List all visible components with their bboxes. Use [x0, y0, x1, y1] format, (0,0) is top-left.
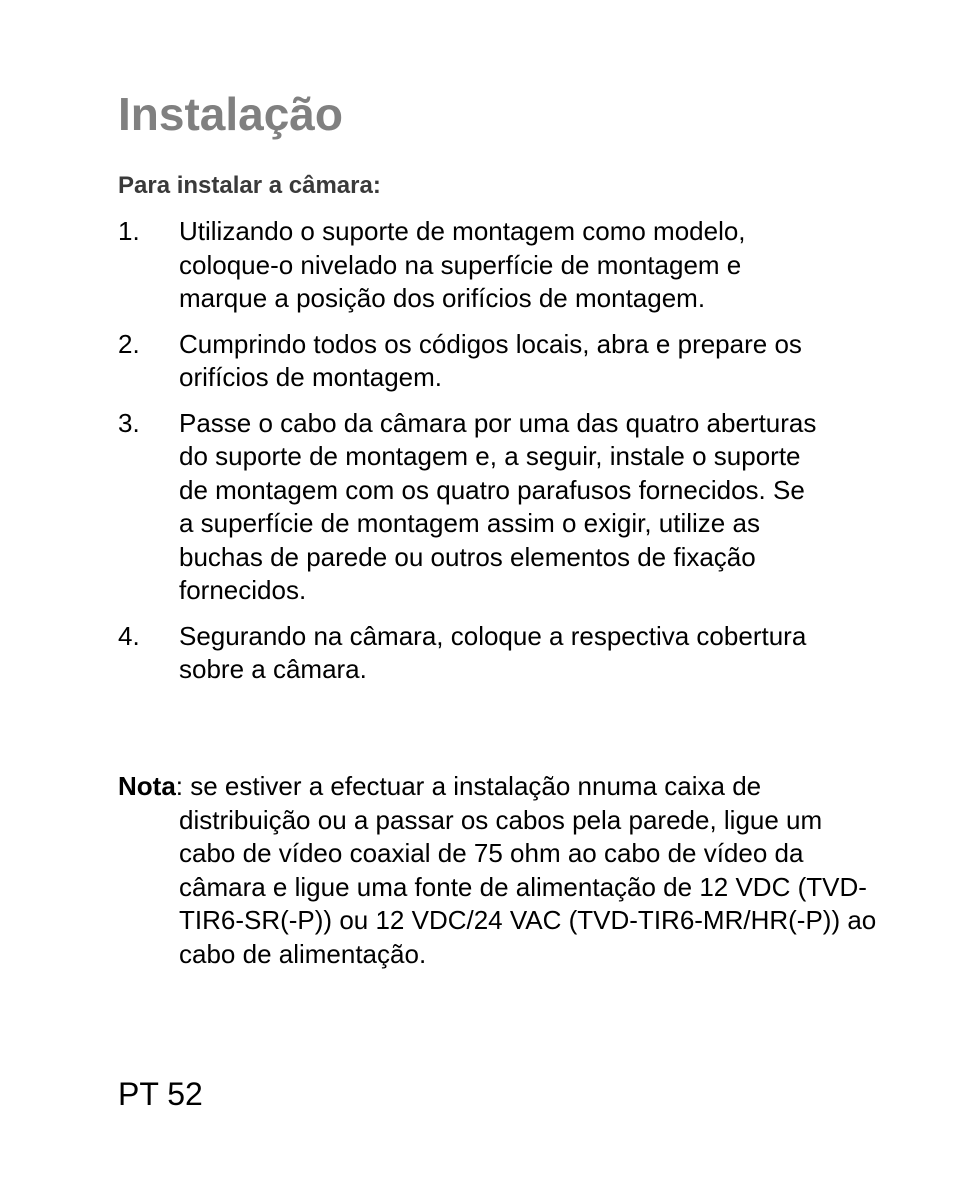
step-number: 1.: [118, 216, 140, 246]
step-number: 4.: [118, 620, 140, 651]
step-text: Passe o cabo da câmara por uma das quatro aberturas do suporte de montagem e, a seguir, instale o suporte de montagem com os quatro parafusos fornecidos. Se a superfície de montagem assim o exigir, utilize as buchas de parede ou outros elementos de fixação fornecidos.: [179, 407, 817, 605]
note-label: Nota: [118, 771, 176, 801]
step-3: [118, 407, 818, 608]
page-title: Instalação: [118, 88, 343, 140]
note-text: : se estiver a efectuar a instalação nnuma caixa de distribuição ou a passar os cabos pela parede, ligue um cabo de vídeo coaxial de 75 ohm ao cabo de vídeo da câmara e ligue uma fonte de alimentação de 12 VDC (TVD-TIR6-SR(-P)) ou 12 VDC/24 VAC (TVD-TIR6-MR/HR(-P)) ao cabo de alimentação.: [175, 771, 877, 969]
step-number: 2.: [118, 328, 140, 359]
step-4: [118, 620, 818, 687]
step-text: Utilizando o suporte de montagem como modelo, coloque-o nivelado na superfície de montagem e marque a posição dos orifícios de montagem.: [179, 216, 746, 313]
page-number: PT 52: [118, 1076, 203, 1112]
step-number: 3.: [118, 407, 140, 438]
note-paragraph: [118, 770, 879, 971]
step-text: Cumprindo todos os códigos locais, abra e prepare os orifícios de montagem.: [179, 328, 802, 392]
step-1: [118, 215, 818, 316]
step-text: Segurando na câmara, coloque a respectiva cobertura sobre a câmara.: [179, 620, 807, 684]
section-subtitle: Para instalar a câmara:: [118, 172, 381, 199]
step-2: [118, 328, 818, 395]
installation-steps: [118, 215, 818, 699]
